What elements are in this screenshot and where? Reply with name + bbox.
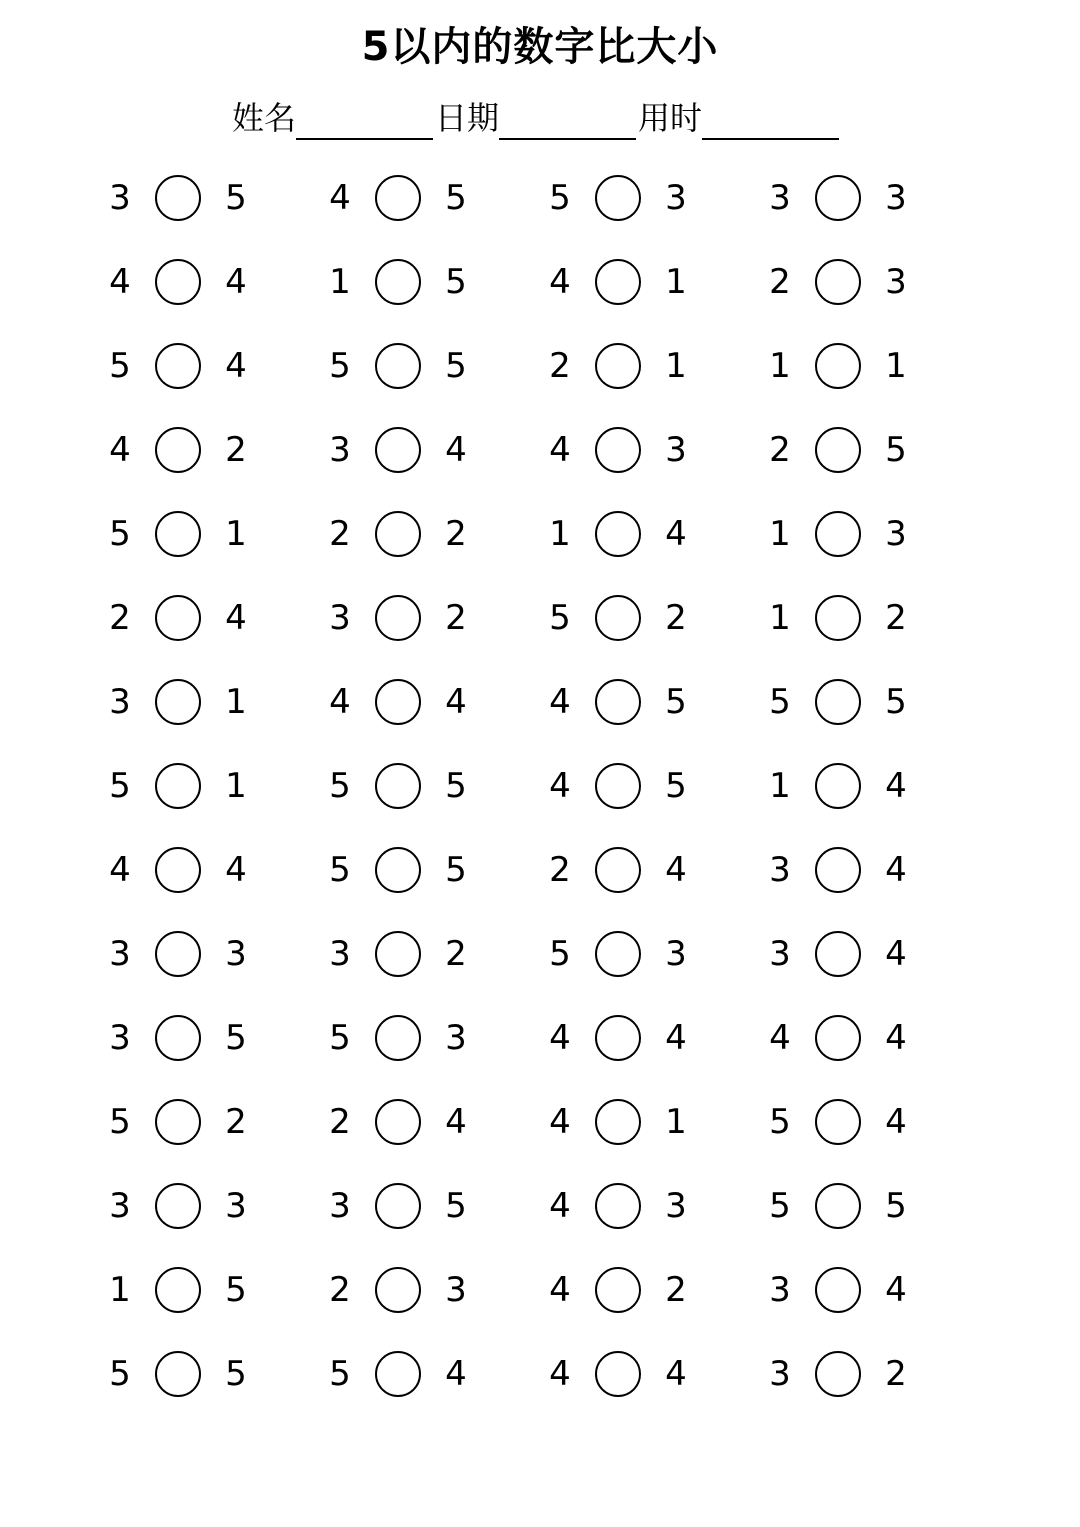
left-number: 5 bbox=[329, 346, 351, 386]
left-number: 1 bbox=[549, 514, 571, 554]
problem-row bbox=[100, 996, 980, 1080]
right-number: 2 bbox=[665, 1270, 687, 1310]
comparison-problem bbox=[760, 594, 980, 642]
worksheet-title: 5以内的数字比大小 bbox=[361, 24, 719, 70]
left-number: 2 bbox=[329, 514, 351, 554]
left-number: 5 bbox=[549, 178, 571, 218]
left-number: 5 bbox=[769, 1186, 791, 1226]
right-number: 1 bbox=[665, 262, 687, 302]
comparison-problem bbox=[100, 258, 320, 306]
left-number: 5 bbox=[109, 1102, 131, 1142]
answer-circle[interactable] bbox=[595, 1015, 641, 1061]
left-number: 5 bbox=[769, 1102, 791, 1142]
comparison-problem bbox=[760, 1182, 980, 1230]
time-blank[interactable] bbox=[702, 102, 839, 140]
comparison-problem bbox=[760, 1266, 980, 1314]
right-number: 4 bbox=[225, 598, 247, 638]
left-number: 3 bbox=[109, 178, 131, 218]
comparison-problem bbox=[540, 426, 760, 474]
left-number: 3 bbox=[109, 1018, 131, 1058]
problem-row bbox=[100, 408, 980, 492]
answer-circle[interactable] bbox=[155, 1351, 201, 1397]
comparison-problem bbox=[540, 342, 760, 390]
right-number: 4 bbox=[225, 850, 247, 890]
left-number: 4 bbox=[549, 1018, 571, 1058]
left-number: 5 bbox=[329, 766, 351, 806]
left-number: 2 bbox=[769, 430, 791, 470]
left-number: 4 bbox=[329, 682, 351, 722]
right-number: 1 bbox=[225, 514, 247, 554]
comparison-problem bbox=[100, 594, 320, 642]
right-number: 4 bbox=[225, 262, 247, 302]
left-number: 4 bbox=[549, 262, 571, 302]
comparison-problem bbox=[760, 1098, 980, 1146]
problem-row bbox=[100, 324, 980, 408]
answer-circle[interactable] bbox=[375, 1099, 421, 1145]
comparison-problem bbox=[320, 678, 540, 726]
answer-circle[interactable] bbox=[155, 1099, 201, 1145]
right-number: 3 bbox=[665, 178, 687, 218]
answer-circle[interactable] bbox=[595, 931, 641, 977]
right-number: 1 bbox=[225, 766, 247, 806]
answer-circle[interactable] bbox=[815, 931, 861, 977]
right-number: 2 bbox=[665, 598, 687, 638]
right-number: 3 bbox=[225, 934, 247, 974]
answer-circle[interactable] bbox=[815, 595, 861, 641]
problem-row bbox=[100, 1332, 980, 1416]
answer-circle[interactable] bbox=[815, 175, 861, 221]
answer-circle[interactable] bbox=[815, 259, 861, 305]
right-number: 2 bbox=[445, 598, 467, 638]
answer-circle[interactable] bbox=[815, 1099, 861, 1145]
right-number: 3 bbox=[665, 934, 687, 974]
comparison-problem bbox=[320, 762, 540, 810]
problem-row bbox=[100, 492, 980, 576]
answer-circle[interactable] bbox=[595, 175, 641, 221]
left-number: 2 bbox=[109, 598, 131, 638]
problem-grid bbox=[100, 156, 980, 1416]
right-number: 4 bbox=[445, 1102, 467, 1142]
comparison-problem bbox=[540, 762, 760, 810]
comparison-problem bbox=[320, 1350, 540, 1398]
answer-circle[interactable] bbox=[815, 511, 861, 557]
answer-circle[interactable] bbox=[375, 427, 421, 473]
comparison-problem bbox=[320, 426, 540, 474]
left-number: 5 bbox=[549, 598, 571, 638]
right-number: 5 bbox=[665, 766, 687, 806]
comparison-problem bbox=[100, 510, 320, 558]
answer-circle[interactable] bbox=[155, 595, 201, 641]
problem-row bbox=[100, 576, 980, 660]
answer-circle[interactable] bbox=[375, 763, 421, 809]
left-number: 2 bbox=[329, 1102, 351, 1142]
comparison-problem bbox=[100, 1098, 320, 1146]
right-number: 4 bbox=[885, 1270, 907, 1310]
answer-circle[interactable] bbox=[155, 1015, 201, 1061]
date-label: 日期 bbox=[435, 99, 500, 137]
left-number: 3 bbox=[109, 682, 131, 722]
left-number: 4 bbox=[549, 1102, 571, 1142]
comparison-problem bbox=[100, 1182, 320, 1230]
left-number: 4 bbox=[549, 766, 571, 806]
right-number: 2 bbox=[445, 934, 467, 974]
answer-circle[interactable] bbox=[375, 847, 421, 893]
comparison-problem bbox=[540, 1350, 760, 1398]
comparison-problem bbox=[320, 930, 540, 978]
comparison-problem bbox=[320, 846, 540, 894]
comparison-problem bbox=[320, 1266, 540, 1314]
comparison-problem bbox=[320, 1182, 540, 1230]
answer-circle[interactable] bbox=[155, 847, 201, 893]
left-number: 2 bbox=[329, 1270, 351, 1310]
left-number: 4 bbox=[109, 430, 131, 470]
answer-circle[interactable] bbox=[595, 1099, 641, 1145]
problem-row bbox=[100, 240, 980, 324]
comparison-problem bbox=[100, 1266, 320, 1314]
right-number: 5 bbox=[225, 1354, 247, 1394]
answer-circle[interactable] bbox=[815, 1267, 861, 1313]
comparison-problem bbox=[320, 594, 540, 642]
answer-circle[interactable] bbox=[595, 259, 641, 305]
right-number: 4 bbox=[885, 850, 907, 890]
right-number: 4 bbox=[445, 682, 467, 722]
left-number: 1 bbox=[769, 598, 791, 638]
left-number: 3 bbox=[769, 178, 791, 218]
left-number: 5 bbox=[109, 766, 131, 806]
answer-circle[interactable] bbox=[595, 1183, 641, 1229]
student-info-line bbox=[232, 96, 841, 140]
left-number: 4 bbox=[329, 178, 351, 218]
left-number: 5 bbox=[329, 1018, 351, 1058]
problem-row bbox=[100, 828, 980, 912]
right-number: 2 bbox=[225, 1102, 247, 1142]
comparison-problem bbox=[540, 1098, 760, 1146]
left-number: 4 bbox=[549, 682, 571, 722]
left-number: 4 bbox=[549, 1354, 571, 1394]
left-number: 4 bbox=[549, 1270, 571, 1310]
left-number: 3 bbox=[769, 934, 791, 974]
right-number: 2 bbox=[885, 1354, 907, 1394]
right-number: 1 bbox=[665, 346, 687, 386]
left-number: 3 bbox=[329, 598, 351, 638]
left-number: 5 bbox=[109, 1354, 131, 1394]
right-number: 5 bbox=[885, 682, 907, 722]
left-number: 1 bbox=[329, 262, 351, 302]
left-number: 1 bbox=[769, 514, 791, 554]
answer-circle[interactable] bbox=[375, 1183, 421, 1229]
answer-circle[interactable] bbox=[595, 679, 641, 725]
left-number: 1 bbox=[769, 346, 791, 386]
left-number: 4 bbox=[109, 262, 131, 302]
right-number: 5 bbox=[225, 1018, 247, 1058]
right-number: 5 bbox=[225, 178, 247, 218]
comparison-problem bbox=[760, 762, 980, 810]
left-number: 2 bbox=[549, 850, 571, 890]
right-number: 4 bbox=[665, 1018, 687, 1058]
problem-row bbox=[100, 660, 980, 744]
comparison-problem bbox=[540, 594, 760, 642]
right-number: 4 bbox=[885, 934, 907, 974]
answer-circle[interactable] bbox=[815, 1183, 861, 1229]
answer-circle[interactable] bbox=[595, 427, 641, 473]
comparison-problem bbox=[760, 1014, 980, 1062]
comparison-problem bbox=[320, 1098, 540, 1146]
left-number: 4 bbox=[769, 1018, 791, 1058]
time-label: 用时 bbox=[638, 99, 703, 137]
problem-row bbox=[100, 912, 980, 996]
answer-circle[interactable] bbox=[155, 427, 201, 473]
right-number: 3 bbox=[885, 514, 907, 554]
answer-circle[interactable] bbox=[155, 259, 201, 305]
right-number: 5 bbox=[665, 682, 687, 722]
right-number: 2 bbox=[445, 514, 467, 554]
right-number: 3 bbox=[445, 1018, 467, 1058]
answer-circle[interactable] bbox=[375, 511, 421, 557]
comparison-problem bbox=[540, 930, 760, 978]
answer-circle[interactable] bbox=[375, 175, 421, 221]
left-number: 5 bbox=[329, 1354, 351, 1394]
problem-row bbox=[100, 156, 980, 240]
right-number: 3 bbox=[225, 1186, 247, 1226]
comparison-problem bbox=[760, 426, 980, 474]
right-number: 4 bbox=[445, 1354, 467, 1394]
answer-circle[interactable] bbox=[595, 511, 641, 557]
right-number: 2 bbox=[885, 598, 907, 638]
left-number: 3 bbox=[329, 1186, 351, 1226]
answer-circle[interactable] bbox=[375, 259, 421, 305]
comparison-problem bbox=[540, 1014, 760, 1062]
comparison-problem bbox=[100, 930, 320, 978]
answer-circle[interactable] bbox=[595, 1267, 641, 1313]
comparison-problem bbox=[540, 174, 760, 222]
comparison-problem bbox=[320, 342, 540, 390]
right-number: 3 bbox=[445, 1270, 467, 1310]
right-number: 3 bbox=[665, 1186, 687, 1226]
left-number: 3 bbox=[769, 850, 791, 890]
answer-circle[interactable] bbox=[595, 343, 641, 389]
right-number: 5 bbox=[445, 346, 467, 386]
left-number: 4 bbox=[109, 850, 131, 890]
right-number: 5 bbox=[885, 1186, 907, 1226]
right-number: 4 bbox=[225, 346, 247, 386]
answer-circle[interactable] bbox=[595, 847, 641, 893]
answer-circle[interactable] bbox=[375, 1267, 421, 1313]
comparison-problem bbox=[320, 174, 540, 222]
left-number: 4 bbox=[549, 1186, 571, 1226]
name-blank[interactable] bbox=[296, 102, 433, 140]
answer-circle[interactable] bbox=[375, 931, 421, 977]
problem-row bbox=[100, 1248, 980, 1332]
left-number: 2 bbox=[549, 346, 571, 386]
left-number: 5 bbox=[769, 682, 791, 722]
answer-circle[interactable] bbox=[375, 343, 421, 389]
comparison-problem bbox=[760, 174, 980, 222]
right-number: 5 bbox=[445, 262, 467, 302]
left-number: 3 bbox=[769, 1354, 791, 1394]
left-number: 2 bbox=[769, 262, 791, 302]
left-number: 4 bbox=[549, 430, 571, 470]
answer-circle[interactable] bbox=[155, 931, 201, 977]
answer-circle[interactable] bbox=[595, 595, 641, 641]
answer-circle[interactable] bbox=[155, 511, 201, 557]
answer-circle[interactable] bbox=[155, 763, 201, 809]
answer-circle[interactable] bbox=[155, 1267, 201, 1313]
right-number: 5 bbox=[445, 178, 467, 218]
left-number: 5 bbox=[329, 850, 351, 890]
comparison-problem bbox=[100, 678, 320, 726]
comparison-problem bbox=[760, 258, 980, 306]
right-number: 3 bbox=[665, 430, 687, 470]
comparison-problem bbox=[540, 510, 760, 558]
comparison-problem bbox=[100, 426, 320, 474]
left-number: 3 bbox=[329, 934, 351, 974]
right-number: 1 bbox=[885, 346, 907, 386]
comparison-problem bbox=[540, 1182, 760, 1230]
comparison-problem bbox=[100, 846, 320, 894]
problem-row bbox=[100, 1164, 980, 1248]
right-number: 5 bbox=[225, 1270, 247, 1310]
comparison-problem bbox=[540, 258, 760, 306]
comparison-problem bbox=[320, 258, 540, 306]
right-number: 1 bbox=[665, 1102, 687, 1142]
comparison-problem bbox=[540, 678, 760, 726]
answer-circle[interactable] bbox=[375, 1351, 421, 1397]
comparison-problem bbox=[760, 1350, 980, 1398]
answer-circle[interactable] bbox=[155, 175, 201, 221]
comparison-problem bbox=[100, 174, 320, 222]
left-number: 5 bbox=[109, 514, 131, 554]
comparison-problem bbox=[760, 846, 980, 894]
name-label: 姓名 bbox=[232, 99, 297, 137]
right-number: 4 bbox=[665, 514, 687, 554]
answer-circle[interactable] bbox=[815, 1351, 861, 1397]
right-number: 5 bbox=[445, 766, 467, 806]
left-number: 3 bbox=[109, 934, 131, 974]
left-number: 3 bbox=[329, 430, 351, 470]
answer-circle[interactable] bbox=[815, 343, 861, 389]
comparison-problem bbox=[760, 930, 980, 978]
answer-circle[interactable] bbox=[595, 1351, 641, 1397]
answer-circle[interactable] bbox=[815, 1015, 861, 1061]
comparison-problem bbox=[760, 342, 980, 390]
comparison-problem bbox=[100, 1350, 320, 1398]
comparison-problem bbox=[540, 846, 760, 894]
answer-circle[interactable] bbox=[155, 343, 201, 389]
right-number: 2 bbox=[225, 430, 247, 470]
comparison-problem bbox=[320, 1014, 540, 1062]
right-number: 4 bbox=[885, 1102, 907, 1142]
right-number: 4 bbox=[885, 766, 907, 806]
right-number: 3 bbox=[885, 262, 907, 302]
comparison-problem bbox=[540, 1266, 760, 1314]
left-number: 5 bbox=[109, 346, 131, 386]
problem-row bbox=[100, 1080, 980, 1164]
answer-circle[interactable] bbox=[375, 679, 421, 725]
right-number: 4 bbox=[885, 1018, 907, 1058]
answer-circle[interactable] bbox=[815, 679, 861, 725]
comparison-problem bbox=[100, 342, 320, 390]
left-number: 5 bbox=[549, 934, 571, 974]
answer-circle[interactable] bbox=[375, 595, 421, 641]
right-number: 4 bbox=[665, 1354, 687, 1394]
date-blank[interactable] bbox=[499, 102, 636, 140]
answer-circle[interactable] bbox=[815, 427, 861, 473]
right-number: 5 bbox=[885, 430, 907, 470]
answer-circle[interactable] bbox=[595, 763, 641, 809]
answer-circle[interactable] bbox=[815, 763, 861, 809]
comparison-problem bbox=[100, 762, 320, 810]
left-number: 3 bbox=[109, 1186, 131, 1226]
left-number: 1 bbox=[769, 766, 791, 806]
comparison-problem bbox=[100, 1014, 320, 1062]
answer-circle[interactable] bbox=[155, 679, 201, 725]
comparison-problem bbox=[760, 678, 980, 726]
answer-circle[interactable] bbox=[815, 847, 861, 893]
problem-row bbox=[100, 744, 980, 828]
right-number: 5 bbox=[445, 850, 467, 890]
right-number: 5 bbox=[445, 1186, 467, 1226]
comparison-problem bbox=[760, 510, 980, 558]
right-number: 4 bbox=[665, 850, 687, 890]
left-number: 1 bbox=[109, 1270, 131, 1310]
answer-circle[interactable] bbox=[375, 1015, 421, 1061]
answer-circle[interactable] bbox=[155, 1183, 201, 1229]
right-number: 3 bbox=[885, 178, 907, 218]
left-number: 3 bbox=[769, 1270, 791, 1310]
comparison-problem bbox=[320, 510, 540, 558]
right-number: 4 bbox=[445, 430, 467, 470]
right-number: 1 bbox=[225, 682, 247, 722]
